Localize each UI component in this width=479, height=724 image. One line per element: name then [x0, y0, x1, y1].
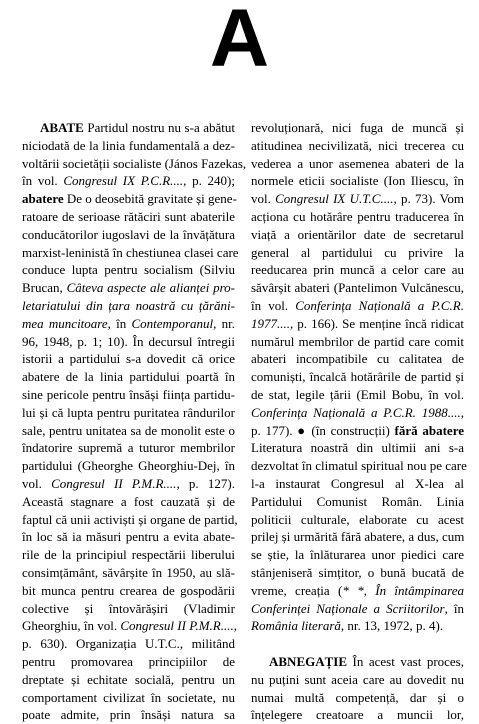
text-segment: ratoare de serioase rătăciri sunt abaterile: [22, 208, 235, 224]
text-line: [251, 368, 464, 386]
text-line: [251, 422, 464, 440]
text-line: [22, 475, 235, 493]
text-line: [22, 706, 235, 724]
text-segment: În acest vast proces,: [347, 653, 464, 669]
entry-headword: ABATE: [40, 120, 84, 135]
text-line: [22, 564, 235, 582]
text-line: [251, 350, 464, 368]
text-line: [22, 528, 235, 546]
text-line: [251, 706, 464, 724]
text-segment: conduce lupta pentru socialism (Silviu: [22, 262, 235, 278]
text-segment: în vol.: [251, 297, 296, 313]
text-line: [251, 689, 464, 707]
text-line: [22, 333, 235, 351]
text-line: [251, 528, 464, 546]
text-segment: p. 630). Organizația U.T.C., militând: [22, 636, 235, 652]
text-segment: general al partidului cu privire la: [251, 244, 464, 260]
text-segment: p. 177). ● (în construcții): [251, 422, 395, 438]
text-segment: ,: [460, 404, 464, 420]
text-segment: abateri incompatibile cu calitatea de: [251, 351, 464, 367]
entry-headword: ABNEGAȚIE: [269, 653, 348, 669]
text-segment: comuniști, încalcă hotărârile de partid și: [251, 369, 464, 385]
text-line: [22, 511, 238, 529]
citation-title: Contemporanul: [131, 315, 214, 331]
text-line: [22, 689, 235, 707]
text-line: [251, 208, 464, 226]
left-text-column: [22, 119, 247, 724]
text-line: [22, 617, 235, 635]
text-line: [251, 457, 467, 475]
text-line: [251, 635, 464, 653]
text-line: [251, 172, 464, 190]
text-line: [22, 261, 235, 279]
text-segment: istorii a partidului s-a dovedit că orice: [22, 351, 235, 367]
text-line: [22, 137, 235, 155]
text-segment: bit munca pentru crearea de gospodării: [22, 582, 235, 598]
entry-headword: fără abatere: [394, 422, 465, 438]
text-segment: pentru promovarea principiilor de: [22, 653, 235, 669]
text-line: [22, 671, 235, 689]
text-line: [22, 368, 235, 386]
text-line: [251, 511, 464, 529]
text-line: [251, 297, 464, 315]
text-line: [251, 404, 464, 422]
text-line: [22, 546, 235, 564]
citation-title: letariatului din țara noastră cu țărăni-: [22, 297, 235, 313]
text-line: [251, 386, 464, 404]
text-segment: consimțământ, săvârșite în 1950, au slă-: [22, 564, 235, 580]
text-segment: vol.: [22, 475, 52, 491]
text-segment: politicii culturale, elaborate cu acest: [251, 511, 464, 527]
text-line: [22, 635, 235, 653]
text-segment: săvârșit abateri (Pantelimon Vulcănescu,: [251, 280, 464, 296]
text-segment: , în: [107, 315, 132, 331]
text-segment: lui și că lupta pentru puritatea rândurilor: [22, 404, 235, 420]
text-segment: nu puțini sunt aceia care au dovedit nu: [251, 671, 464, 687]
text-segment: reeducarea prin muncă a celor care au: [251, 262, 464, 278]
text-line: [22, 439, 235, 457]
text-line: [22, 493, 235, 511]
text-segment: dezvoltat în climatul spiritual nou pe care: [251, 458, 467, 474]
text-line: [22, 226, 235, 244]
text-segment: numărul membrilor de partid care comit: [251, 333, 464, 349]
text-segment: comportament civilizat în societate, nu: [22, 689, 235, 705]
text-segment: , p. 240);: [183, 173, 235, 189]
text-line: [251, 600, 464, 618]
text-segment: stânjeniseră simțitor, o bună bucată de: [251, 564, 464, 580]
text-line: [22, 279, 235, 297]
text-segment: marxist-leninistă în chestiunea clasei care: [22, 244, 239, 260]
text-segment: voltării societății socialiste (János Fazekas,: [22, 155, 247, 171]
text-segment: ,: [363, 582, 376, 598]
text-segment: normele eticii socialiste (Ion Iliescu, în: [251, 173, 464, 189]
text-line: [251, 617, 464, 635]
text-line: [22, 190, 235, 208]
citation-title: Conferința Națională a P.C.R.: [295, 297, 464, 313]
text-line: [251, 475, 464, 493]
text-line: [22, 172, 235, 190]
text-segment: sale, pentru unitatea sa de monolit este o: [22, 422, 235, 438]
text-segment: Gheorghiu, în vol.: [22, 618, 121, 634]
right-text-column: [251, 119, 467, 724]
text-segment: vederea a unor asemenea abateri de la: [251, 155, 464, 171]
text-segment: Brucan,: [22, 280, 67, 296]
text-segment: faptul că unii activiști și organe de partid,: [22, 511, 238, 527]
text-line: [22, 208, 235, 226]
text-line: [251, 582, 464, 600]
text-line: [251, 190, 464, 208]
text-segment: ,: [233, 618, 237, 634]
text-line: [22, 404, 235, 422]
text-segment: în loc să ia măsuri pentru a evita abate-: [22, 529, 235, 545]
text-segment: , în: [444, 600, 464, 616]
text-line: [22, 315, 235, 333]
text-segment: revoluționară, nici fuga de muncă și: [251, 120, 464, 135]
text-segment: sine pericole pentru însăși ființa partidu-: [22, 386, 235, 402]
text-line: [251, 155, 464, 173]
citation-title: Congresul IX U.T.C....: [275, 191, 394, 207]
text-segment: acționa cu hotărâre pentru traducerea în: [251, 208, 464, 224]
text-line: [251, 261, 464, 279]
text-segment: , nr.: [213, 315, 235, 331]
text-line: [22, 386, 235, 404]
text-segment: vol.: [251, 191, 276, 207]
text-line: [22, 422, 235, 440]
text-line: [251, 493, 464, 511]
citation-title: mea muncitoare: [22, 315, 108, 331]
text-segment: de stat, legile țării (Emil Bobu, în vol.: [251, 386, 464, 402]
text-segment: dreptate și echitate socială, pentru un: [22, 671, 235, 687]
text-segment: în vol.: [22, 173, 64, 189]
text-line: [22, 582, 235, 600]
text-segment: colective și întovărășiri (Vladimir: [22, 600, 235, 616]
text-line: [22, 155, 247, 173]
text-line: [251, 315, 464, 333]
text-line: [22, 457, 235, 475]
text-segment: , p. 127).: [176, 475, 235, 491]
text-segment: , nr. 13, 1972, p. 4).: [340, 618, 444, 634]
text-line: [22, 653, 235, 671]
citation-title: Congresul II P.M.R....: [51, 475, 177, 491]
text-line: [251, 564, 464, 582]
text-segment: se știe, la înlăturarea unor piedici care: [251, 547, 464, 563]
text-line: [22, 600, 235, 618]
citation-title: În întâmpinarea: [375, 582, 464, 598]
text-segment: niciodată de la linia fundamentală a dez-: [22, 137, 235, 153]
citation-title: * *: [342, 582, 364, 598]
text-line: [22, 244, 239, 262]
text-line: [22, 350, 235, 368]
text-line: [251, 653, 464, 671]
text-line: [251, 244, 464, 262]
text-line: [251, 439, 464, 457]
citation-title: Conferința Națională a P.C.R. 1988....: [251, 404, 461, 420]
text-line: [251, 226, 464, 244]
citation-title: România literară: [251, 618, 341, 634]
citation-title: Congresul II P.M.R....: [120, 618, 234, 634]
text-segment: poate admite, prin însăși natura sa: [22, 707, 235, 723]
text-segment: vreme, creația (: [251, 582, 343, 598]
text-segment: Partidul nostru nu s-a abătut: [83, 120, 235, 135]
text-line: [251, 279, 464, 297]
text-line: [251, 546, 464, 564]
citation-title: Congresul IX P.C.R....: [63, 173, 184, 189]
citation-title: Câteva aspecte ale alianței pro-: [66, 280, 235, 296]
entry-headword: abatere: [22, 191, 64, 207]
citation-title: Conferinței Naționale a Scriitorilor: [251, 600, 445, 616]
text-line: [251, 137, 464, 155]
text-line: [251, 333, 464, 351]
text-segment: partidului (Gheorghe Gheorghiu-Dej, în: [22, 458, 235, 474]
text-segment: l-a instaurat Congresul al X-lea al: [251, 475, 464, 491]
text-segment: , p. 73). Vom: [393, 191, 464, 207]
text-segment: viață a orientărilor date de secretarul: [251, 226, 464, 242]
text-segment: Partidului Comunist Român. Linia: [251, 493, 464, 509]
text-segment: îndatorire supremă a tuturor membrilor: [22, 440, 235, 456]
citation-title: 1977....: [251, 315, 290, 331]
section-heading-letter: A: [209, 0, 270, 84]
text-segment: înțelegere creatoare a muncii lor,: [251, 707, 464, 723]
text-segment: , p. 166). Se menține încă ridicat: [290, 315, 464, 331]
text-line: [251, 671, 464, 689]
text-segment: Literatura noastră din ultimii ani s-a: [251, 440, 464, 456]
text-segment: atitudinea necivilizată, nici trecerea cu: [251, 137, 464, 153]
text-line: [251, 119, 464, 137]
text-segment: numai multă competență, dar și o: [251, 689, 464, 705]
text-segment: 96, 1948, p. 1; 10). În decursul întregii: [22, 333, 235, 349]
text-segment: De o deosebită gravitate și gene-: [63, 191, 237, 207]
text-segment: rile de la principiul respectării liberului: [22, 547, 235, 563]
text-segment: conducătorilor iugoslavi de la învățătura: [22, 226, 235, 242]
text-line: [22, 119, 235, 137]
text-segment: prilej și urmărită fără abatere, a dus, cum: [251, 529, 465, 545]
text-segment: abatere de la linia partidului poartă în: [22, 369, 235, 385]
text-line: [22, 297, 235, 315]
text-segment: Această stagnare a fost cauzată și de: [22, 493, 235, 509]
